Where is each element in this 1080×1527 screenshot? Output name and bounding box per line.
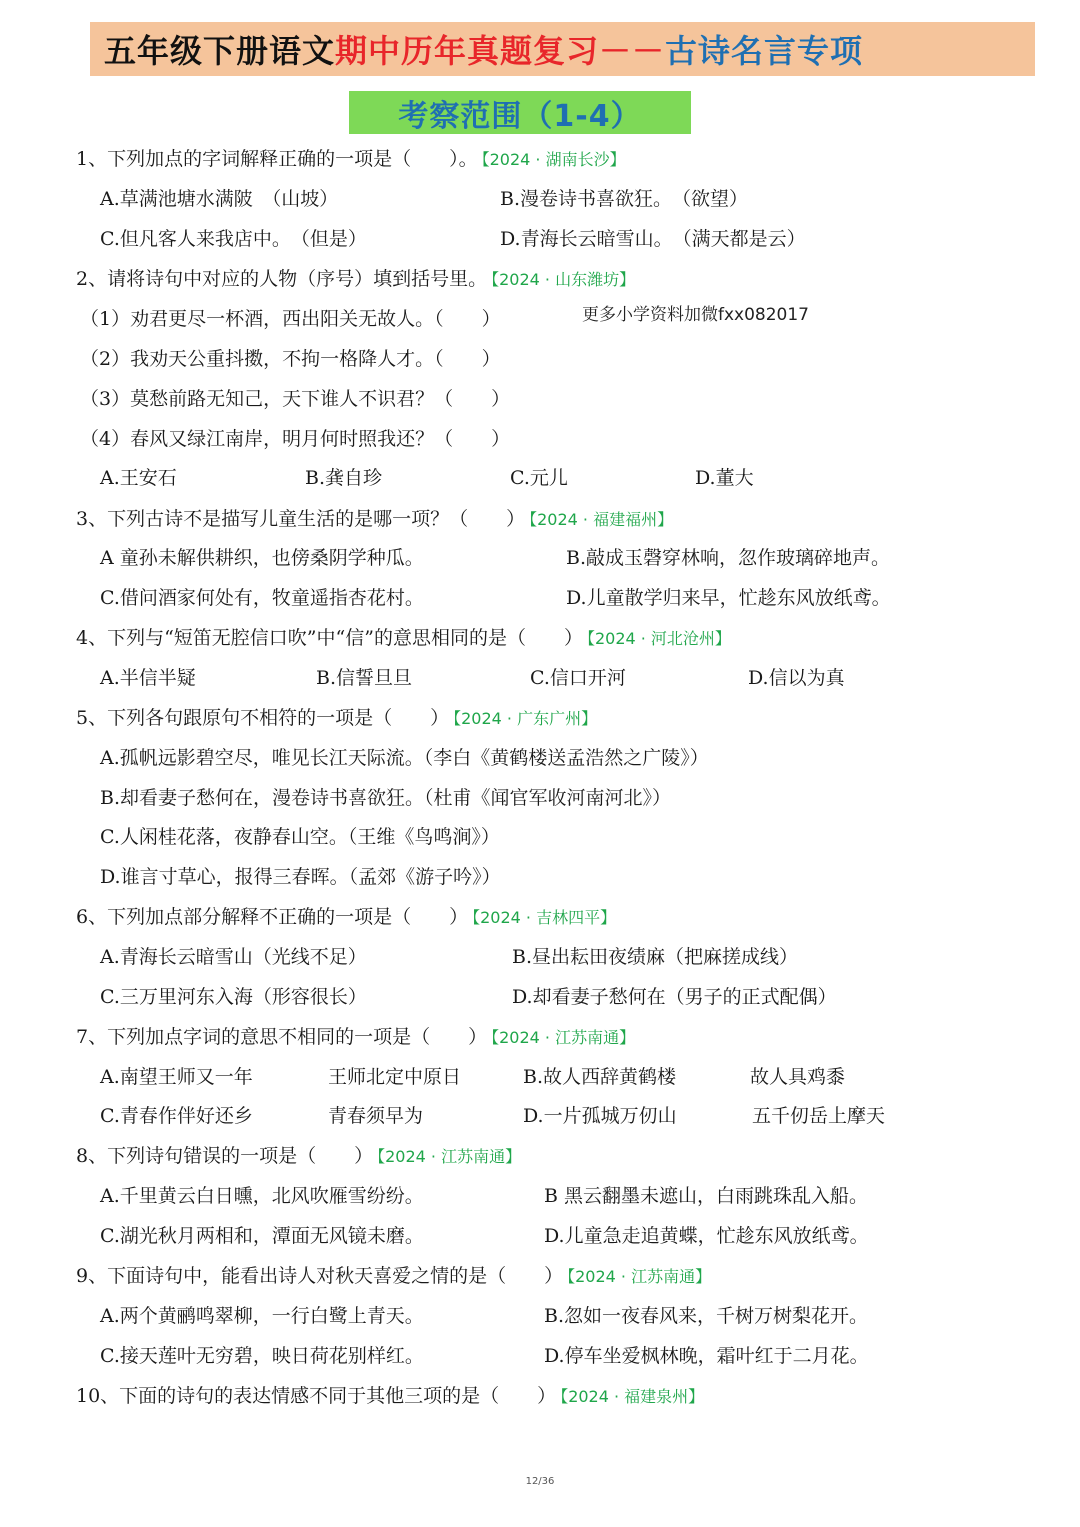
- poem-line-3: （3）莫愁前路无知己，天下谁人不识君？（ ）: [80, 388, 511, 410]
- option-d: D.停车坐爱枫林晚，霜叶红于二月花。: [544, 1345, 869, 1367]
- option-c: C.人闲桂花落，夜静春山空。（王维《鸟鸣涧》）: [100, 826, 500, 848]
- option-c: C.信口开河: [530, 667, 626, 689]
- question-2: 2、请将诗句中对应的人物（序号）填到括号里。 【2024 · 山东潍坊】: [76, 268, 636, 290]
- source-tag: 【2024 · 广东广州】: [453, 709, 598, 728]
- option-d: D.信以为真: [748, 667, 845, 689]
- option-c: C.湖光秋月两相和，潭面无风镜未磨。: [100, 1225, 424, 1247]
- poem-line-1: （1）劝君更尽一杯酒，西出阳关无故人。（ ）: [80, 308, 501, 330]
- source-tag: 【2024 · 江苏南通】: [491, 1028, 636, 1047]
- option-d: D.一片孤城万仞山: [523, 1105, 677, 1127]
- source-tag: 【2024 · 吉林四平】: [472, 908, 617, 927]
- option-d-pair: 五千仞岳上摩天: [752, 1105, 886, 1127]
- option-a: A.青海长云暗雪山（光线不足）: [100, 946, 367, 968]
- option-a: A.孤帆远影碧空尽，唯见长江天际流。（李白《黄鹤楼送孟浩然之广陵》）: [100, 747, 709, 769]
- option-a: A.千里黄云白日曛，北风吹雁雪纷纷。: [100, 1185, 424, 1207]
- question-5: 5、下列各句跟原句不相符的一项是（ ） 【2024 · 广东广州】: [76, 707, 598, 729]
- option-a: A 童孙未解供耕织，也傍桑阴学种瓜。: [100, 547, 424, 569]
- question-9: 9、下面诗句中，能看出诗人对秋天喜爱之情的是（ ） 【2024 · 江苏南通】: [76, 1265, 712, 1287]
- source-tag: 【2024 · 江苏南通】: [377, 1147, 522, 1166]
- option-b: B.故人西辞黄鹤楼: [523, 1066, 677, 1088]
- question-3: 3、下列古诗不是描写儿童生活的是哪一项？（ ） 【2024 · 福建福州】: [76, 508, 674, 530]
- option-b: B.敲成玉磬穿林响，忽作玻璃碎地声。: [566, 547, 891, 569]
- option-d: D.儿童散学归来早，忙趁东风放纸鸢。: [566, 587, 891, 609]
- option-c-pair: 青春须早为: [328, 1105, 424, 1127]
- poem-line-2: （2）我劝天公重抖擞，不拘一格降人才。（ ）: [80, 348, 501, 370]
- source-tag: 【2024 · 福建福州】: [529, 510, 674, 529]
- option-b: B.忽如一夜春风来，千树万树梨花开。: [544, 1305, 869, 1327]
- option-b: B 黑云翻墨未遮山，白雨跳珠乱入船。: [544, 1185, 869, 1207]
- source-tag: 【2024 · 山东潍坊】: [491, 270, 636, 289]
- option-d: D.青海长云暗雪山。 （满天都是云）: [500, 228, 806, 250]
- poem-line-4: （4）春风又绿江南岸，明月何时照我还？（ ）: [80, 428, 511, 450]
- title-part-review: 期中历年真题复习: [335, 32, 600, 70]
- title-part-dash: －－: [599, 32, 666, 70]
- page-title: [90, 22, 1035, 76]
- option-c: C.接天莲叶无穷碧，映日荷花别样红。: [100, 1345, 424, 1367]
- source-tag: 【2024 · 湖南长沙】: [481, 150, 626, 169]
- option-d: D.却看妻子愁何在（男子的正式配偶）: [512, 986, 837, 1008]
- range-banner: 考察范围（1-4）: [349, 91, 691, 134]
- option-d: D.谁言寸草心，报得三春晖。（孟郊《游子吟》）: [100, 866, 501, 888]
- option-c: C.但凡客人来我店中。 （但是）: [100, 228, 367, 250]
- option-a-pair: 王师北定中原日: [328, 1066, 462, 1088]
- option-b-pair: 故人具鸡黍: [750, 1066, 846, 1088]
- option-d: D.儿童急走追黄蝶，忙趁东风放纸鸢。: [544, 1225, 869, 1247]
- option-a: A.王安石: [100, 467, 177, 489]
- source-tag: 【2024 · 福建泉州】: [560, 1387, 705, 1406]
- option-b: B.昼出耘田夜绩麻（把麻搓成线）: [512, 946, 799, 968]
- option-a: A.草满池塘水满陂 （山坡）: [100, 188, 339, 210]
- title-part-topic: 古诗名言专项: [665, 32, 864, 70]
- question-8: 8、下列诗句错误的一项是（ ） 【2024 · 江苏南通】: [76, 1145, 522, 1167]
- option-c: C.三万里河东入海（形容很长）: [100, 986, 367, 1008]
- option-c: C.借问酒家何处有，牧童遥指杏花村。: [100, 587, 424, 609]
- question-4: 4、下列与“短笛无腔信口吹”中“信”的意思相同的是（ ） 【2024 · 河北沧州】: [76, 627, 731, 649]
- title-part-grade: 五年级下册语文: [104, 32, 336, 70]
- source-tag: 【2024 · 河北沧州】: [586, 629, 731, 648]
- option-d: D.董大: [695, 467, 754, 489]
- option-c: C.元儿: [510, 467, 568, 489]
- option-b: B.漫卷诗书喜欲狂。 （欲望）: [500, 188, 749, 210]
- question-7: 7、下列加点字词的意思不相同的一项是（ ） 【2024 · 江苏南通】: [76, 1026, 636, 1048]
- option-a: A.半信半疑: [100, 667, 196, 689]
- question-1: 1、下列加点的字词解释正确的一项是（ ）。 【2024 · 湖南长沙】: [76, 148, 626, 170]
- option-b: B.却看妻子愁何在，漫卷诗书喜欲狂。（杜甫《闻官军收河南河北》）: [100, 787, 672, 809]
- option-c: C.青春作伴好还乡: [100, 1105, 253, 1127]
- option-a: A.南望王师又一年: [100, 1066, 253, 1088]
- option-b: B.龚自珍: [305, 467, 383, 489]
- question-6: 6、下列加点部分解释不正确的一项是（ ） 【2024 · 吉林四平】: [76, 906, 617, 928]
- watermark-note: 更多小学资料加微fxx082017: [582, 305, 810, 325]
- question-10: 10、下面的诗句的表达情感不同于其他三项的是（ ） 【2024 · 福建泉州】: [76, 1385, 705, 1407]
- source-tag: 【2024 · 江苏南通】: [567, 1267, 712, 1286]
- option-b: B.信誓旦旦: [316, 667, 413, 689]
- option-a: A.两个黄鹂鸣翠柳，一行白鹭上青天。: [100, 1305, 424, 1327]
- page-number: 12/36: [525, 1476, 555, 1487]
